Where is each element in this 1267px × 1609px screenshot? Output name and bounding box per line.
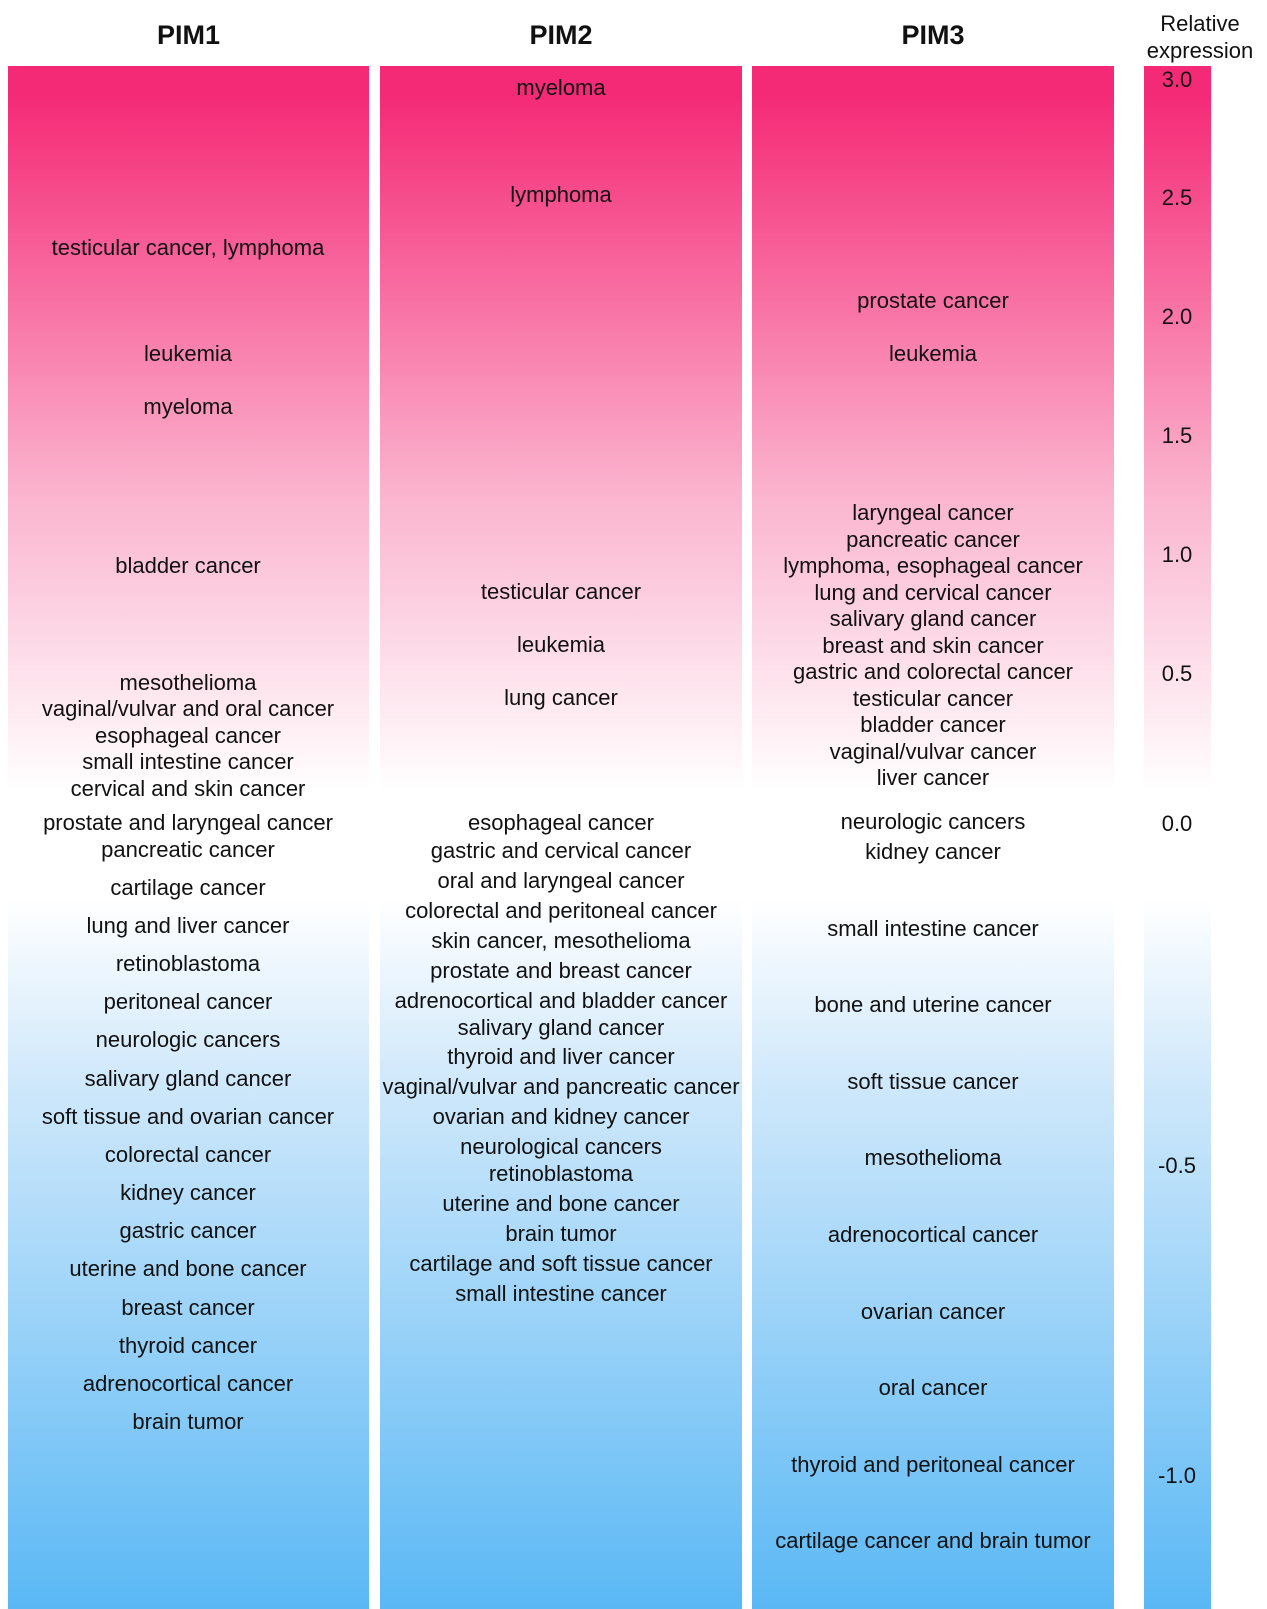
cancer-label: prostate and breast cancer [430,958,692,983]
cancer-label: breast and skin cancer [822,633,1044,658]
cancer-label: soft tissue and ovarian cancer [41,1104,335,1129]
cancer-label: bladder cancer [115,553,261,578]
cancer-label: vaginal/vulvar and oral cancer [41,696,335,721]
cancer-label: salivary gland cancer [457,1015,665,1040]
legend-title: Relative expression [1146,11,1254,63]
cancer-label: cartilage cancer and brain tumor [775,1528,1091,1553]
cancer-label: uterine and bone cancer [442,1191,680,1216]
cancer-label: lung and liver cancer [86,913,290,938]
cancer-label: lymphoma [510,182,612,207]
cancer-label: uterine and bone cancer [69,1256,307,1281]
cancer-label: mesothelioma [119,670,257,695]
cancer-label: gastric cancer [119,1218,257,1243]
cancer-label: neurologic cancers [840,809,1026,834]
cancer-label: oral cancer [878,1375,988,1400]
cancer-label: ovarian and kidney cancer [432,1104,690,1129]
cancer-label: adrenocortical and bladder cancer [394,988,728,1013]
cancer-label: gastric and colorectal cancer [792,659,1074,684]
cancer-label: esophageal cancer [95,723,281,748]
cancer-label: adrenocortical cancer [82,1371,294,1396]
cancer-label: kidney cancer [120,1180,256,1205]
cancer-label: cartilage and soft tissue cancer [409,1251,713,1276]
cancer-label: retinoblastoma [115,951,261,976]
cancer-label: testicular cancer, lymphoma [51,235,325,260]
legend-colorbar [1144,66,1211,1609]
cancer-label: laryngeal cancer [852,500,1014,525]
legend-tick-label: 0.5 [1161,661,1193,686]
cancer-label: liver cancer [876,765,990,790]
legend-tick-label: -0.5 [1158,1153,1196,1178]
legend-tick-label: 0.0 [1161,811,1193,836]
cancer-label: bladder cancer [860,712,1006,737]
cancer-label: mesothelioma [864,1145,1002,1170]
cancer-label: leukemia [888,341,978,366]
cancer-label: myeloma [143,394,233,419]
cancer-label: vaginal/vulvar cancer [829,739,1037,764]
legend-tick-label: 2.5 [1161,185,1193,210]
cancer-label: skin cancer, mesothelioma [431,928,691,953]
cancer-label: lymphoma, esophageal cancer [783,553,1083,578]
cancer-label: neurologic cancers [95,1027,281,1052]
cancer-label: leukemia [516,632,606,657]
cancer-label: salivary gland cancer [84,1066,292,1091]
cancer-label: soft tissue cancer [847,1069,1019,1094]
cancer-label: adrenocortical cancer [827,1222,1039,1247]
cancer-label: pancreatic cancer [846,527,1020,552]
cancer-label: kidney cancer [865,839,1001,864]
cancer-label: neurological cancers [460,1134,662,1159]
cancer-label: cartilage cancer [110,875,266,900]
cancer-label: colorectal cancer [104,1142,272,1167]
cancer-label: lung and cervical cancer [814,580,1052,605]
cancer-label: esophageal cancer [468,810,654,835]
cancer-label: breast cancer [121,1295,255,1320]
cancer-label: testicular cancer [480,579,642,604]
legend-tick-label: -1.0 [1158,1463,1196,1488]
legend-tick-label: 1.0 [1161,542,1193,567]
cancer-label: bone and uterine cancer [814,992,1052,1017]
cancer-label: brain tumor [132,1409,244,1434]
cancer-label: leukemia [143,341,233,366]
cancer-label: thyroid cancer [118,1333,258,1358]
legend-tick-label: 3.0 [1161,67,1193,92]
cancer-label: oral and laryngeal cancer [437,868,685,893]
cancer-label: small intestine cancer [455,1281,667,1306]
column-header-pim3: PIM3 [901,20,965,50]
cancer-label: prostate cancer [857,288,1009,313]
cancer-label: gastric and cervical cancer [430,838,692,863]
cancer-label: colorectal and peritoneal cancer [405,898,717,923]
legend-tick-label: 1.5 [1161,423,1193,448]
cancer-label: thyroid and liver cancer [447,1044,675,1069]
cancer-label: thyroid and peritoneal cancer [791,1452,1075,1477]
cancer-label: testicular cancer [852,686,1014,711]
column-header-pim2: PIM2 [529,20,593,50]
cancer-label: prostate and laryngeal cancer [43,810,333,835]
cancer-label: peritoneal cancer [103,989,273,1014]
cancer-label: cervical and skin cancer [70,776,306,801]
cancer-label: brain tumor [505,1221,617,1246]
cancer-label: pancreatic cancer [101,837,275,862]
cancer-label: small intestine cancer [82,749,294,774]
column-header-pim1: PIM1 [156,20,221,50]
cancer-label: myeloma [516,75,606,100]
cancer-label: vaginal/vulvar and pancreatic cancer [382,1074,740,1099]
cancer-label: lung cancer [504,685,618,710]
legend-tick-label: 2.0 [1161,304,1193,329]
cancer-label: salivary gland cancer [829,606,1037,631]
cancer-label: retinoblastoma [488,1161,634,1186]
cancer-label: small intestine cancer [827,916,1039,941]
cancer-label: ovarian cancer [860,1299,1006,1324]
